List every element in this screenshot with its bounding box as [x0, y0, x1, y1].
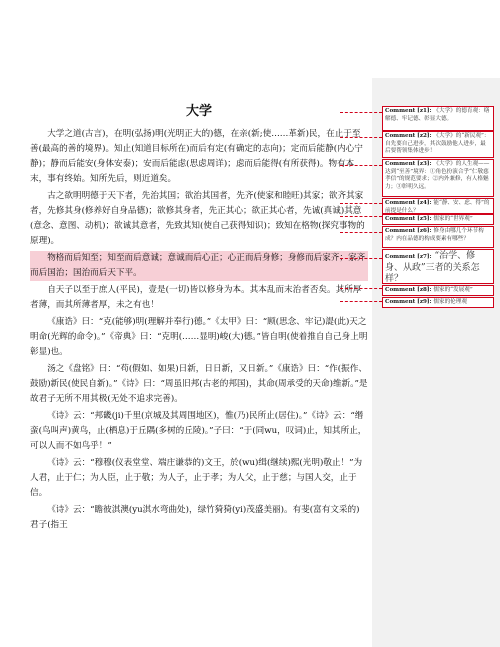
comment-z5[interactable] [382, 214, 494, 225]
comment-text: 能“静、安、虑、得”的前提是什么？ [385, 200, 490, 214]
paragraph-6: 汤之《盘铭》曰：“苟(假如、如果)日新，日日新，又日新。”《康诰》曰：“作(振作、鼓励)新民(使民自新)。”《诗》曰：“周虽旧邦(古老的邦国)，其命(周承受的天命)维新。”是故君子无所不用其极(无处不追求完善)。 [30, 364, 368, 404]
comment-z7[interactable] [382, 249, 494, 284]
paragraph-2: 古之欲明明德于天下者，先治其国；欲治其国者，先齐(使家和睦旺)其家；欲齐其家者，先修其身(修养好自身品德)；欲修其身者，先正其心；欲正其心者，先诚(真诚)其意(意念、意图、动机)；欲诚其意者，先致其知(使自己获得知识)；致知在格物(探究事物的原理)。 [30, 191, 365, 246]
comment-z2[interactable] [382, 131, 494, 158]
paragraph-8: 《诗》云：“穆穆(仪表堂堂、端庄谦恭的)文王，於(wu)缉(继续)熙(光明)敬止！”为人君，止于仁；为人臣，止于敬；为人子，止于孝；为人父，止于慈；与国人交，止于信。 [30, 458, 363, 498]
comment-leader [340, 112, 382, 113]
comment-text: 修身由哪几个环节构成？内在品德的构成要素有哪些？ [385, 228, 484, 242]
comment-label: Comment [z7]: [385, 254, 432, 260]
document-body [30, 100, 368, 535]
comment-leader [340, 216, 382, 217]
comment-label: Comment [z6]: [385, 228, 432, 234]
comment-z9[interactable] [382, 297, 494, 308]
comment-leader [340, 258, 382, 259]
comment-z3[interactable] [382, 159, 494, 197]
comment-text: 儒家的“世界观” [433, 216, 473, 222]
comment-text: “治学、修身、从政”三者的关系怎样？ [385, 251, 480, 284]
comment-text: 儒家的伦理观 [433, 299, 467, 305]
comment-z8[interactable] [382, 285, 494, 296]
comment-label: Comment [z1]: [385, 108, 432, 114]
paragraph-1: 大学之道(古言)，在明(弘扬)明(光明正大的)德，在亲(新;使……革新)民，在止于至善(最高的善的境界)。知止(知道目标所在)而后有定(有确定的志向)；定而后能静(内心宁静)；静而后能安(身体安泰)；安而后能虑(思虑周详)；虑而后能得(有所获得)。物有本末，事有终始。知所先后，则近道矣。 [30, 129, 363, 184]
comment-label: Comment [z9]: [385, 299, 432, 305]
comment-label: Comment [z4]: [385, 200, 432, 206]
comment-z1[interactable] [382, 106, 494, 131]
comment-z6[interactable] [382, 226, 494, 248]
doc-title: 大学 [185, 104, 212, 119]
comment-text: 《大学》的“新民观”：自先要自己进步，其次鼓励他人进步，最后要帮领集体进步！ [385, 133, 490, 155]
comment-text: 《大学》的德育观：缮解德、牢记德、彰显大德。 [385, 108, 490, 122]
paragraph-5: 《康诰》曰：“克(能够)明(理解并奉行)德。”《太甲》曰：“顾(思念、牢记)諟(此)天之明命(光辉的命令)。”《帝典》曰：“克明(……显明)峻(大)德。”皆自明(使着推自自己身上明彰显)也。 [30, 317, 368, 357]
comment-text: 儒家的“发展观” [433, 287, 473, 293]
paragraph-4: 自天子以至于庶人(平民)，壹是(一切)皆以修身为本。其本乱而末治者否矣。其所厚者薄，而其所薄者厚，未之有也！ [30, 285, 362, 310]
comment-label: Comment [z8]: [385, 287, 432, 293]
comment-label: Comment [z5]: [385, 216, 432, 222]
comment-text: 《大学》的人生观——达到“至善”境界：①角色扮演合乎“仁敬慈孝信”的规范要求；②内外兼修，有人格魅力；③彰明久远。 [385, 161, 490, 190]
comment-label: Comment [z2]: [385, 133, 432, 139]
comment-label: Comment [z3]: [385, 161, 432, 167]
comment-z4[interactable] [382, 198, 494, 214]
comment-leader [340, 165, 382, 166]
paragraph-9: 《诗》云：“瞻彼淇澳(yu淇水弯曲处)，绿竹猗猗(yi)茂盛美丽)。有斐(富有文采的)君子(指王 [30, 505, 360, 530]
comment-leader [340, 137, 382, 138]
comment-leader [340, 232, 382, 233]
paragraph-7: 《诗》云：“邦畿(ji)千里(京城及其周围地区)，惟(乃)民所止(居住)。”《诗》云：“缗蛮(鸟叫声)黄鸟，止(栖息)于丘隅(多树的丘陵)。”子曰：“于(同wu，叹词)止，知其所止，可以人而不如鸟乎！” [30, 411, 367, 451]
comment-leader [340, 288, 382, 289]
comment-leader [340, 301, 382, 302]
comment-leader [340, 203, 382, 204]
paragraph-3: 物格而后知至；知至而后意诚；意诚而后心正；心正而后身修；身修而后家齐；家齐而后国治；国治而后天下平。 [30, 251, 368, 281]
